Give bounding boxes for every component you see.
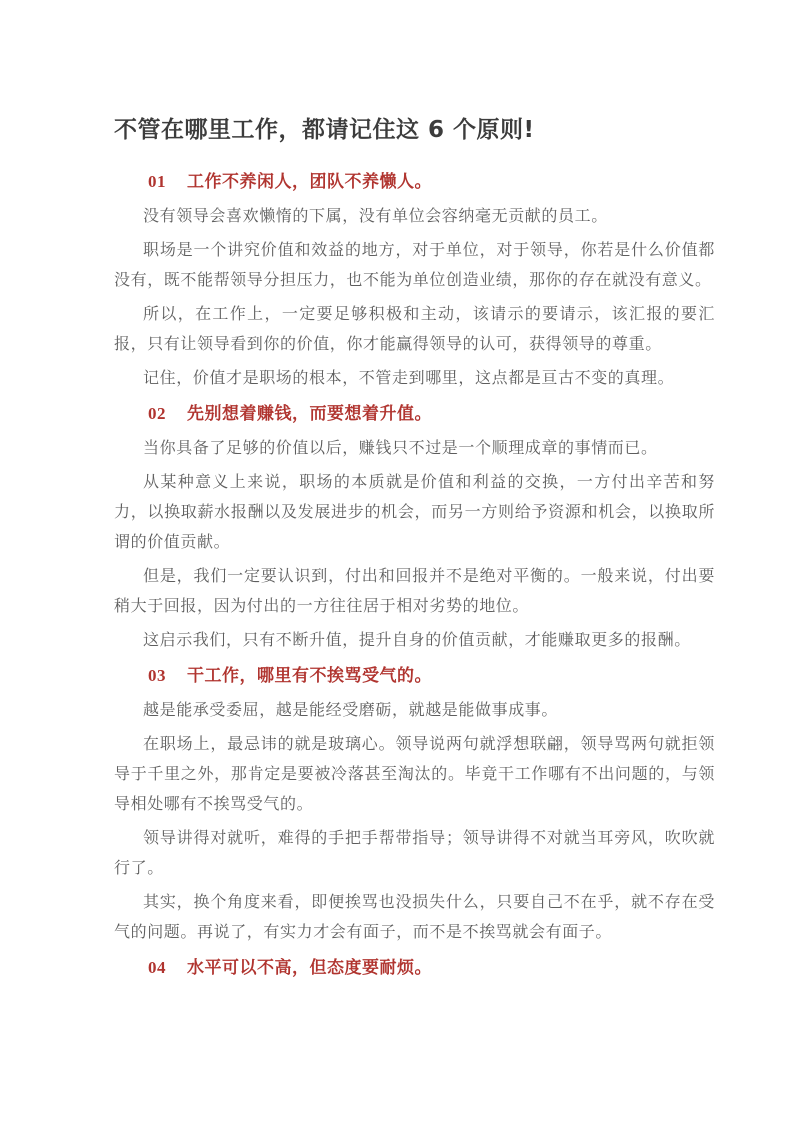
paragraph: 其实，换个角度来看，即便挨骂也没损失什么，只要自己不在乎，就不存在受气的问题。再说了，有实力才会有面子，而不是不挨骂就会有面子。 <box>114 894 715 941</box>
section-heading-01 <box>114 167 715 197</box>
section-heading-04 <box>114 953 715 983</box>
section-title: 先别想着赚钱，而要想着升值。 <box>187 404 432 423</box>
section-title: 工作不养闲人，团队不养懒人。 <box>187 172 432 191</box>
paragraph: 记住，价值才是职场的根本，不管走到哪里，这点都是亘古不变的真理。 <box>143 370 675 387</box>
paragraph: 职场是一个讲究价值和效益的地方，对于单位，对于领导，你若是什么价值都没有，既不能帮领导分担压力，也不能为单位创造业绩，那你的存在就没有意义。 <box>114 242 715 289</box>
paragraph: 但是，我们一定要认识到，付出和回报并不是绝对平衡的。一般来说，付出要稍大于回报，因为付出的一方往往居于相对劣势的地位。 <box>114 568 715 615</box>
section-number: 02 <box>148 404 166 423</box>
paragraph: 所以，在工作上，一定要足够积极和主动，该请示的要请示，该汇报的要汇报，只有让领导看到你的价值，你才能赢得领导的认可，获得领导的尊重。 <box>114 306 715 353</box>
section-title: 水平可以不高，但态度要耐烦。 <box>187 958 432 977</box>
paragraph: 当你具备了足够的价值以后，赚钱只不过是一个顺理成章的事情而已。 <box>143 440 658 457</box>
section-number: 04 <box>148 958 166 977</box>
paragraph: 这启示我们，只有不断升值，提升自身的价值贡献，才能赚取更多的报酬。 <box>143 632 691 649</box>
section-title: 干工作，哪里有不挨骂受气的。 <box>187 666 432 685</box>
paragraph: 越是能承受委屈，越是能经受磨砺，就越是能做事成事。 <box>143 702 559 719</box>
section-heading-03 <box>114 661 715 691</box>
paragraph: 领导讲得对就听，难得的手把手帮带指导；领导讲得不对就当耳旁风，吹吹就行了。 <box>114 830 715 877</box>
section-heading-02 <box>114 399 715 429</box>
document-title: 不管在哪里工作，都请记住这 6 个原则! <box>114 117 535 143</box>
section-number: 01 <box>148 172 166 191</box>
paragraph: 没有领导会喜欢懒惰的下属，没有单位会容纳毫无贡献的员工。 <box>143 208 608 225</box>
paragraph: 从某种意义上来说，职场的本质就是价值和利益的交换，一方付出辛苦和努力，以换取薪水报酬以及发展进步的机会，而另一方则给予资源和机会，以换取所谓的价值贡献。 <box>114 474 715 551</box>
section-number: 03 <box>148 666 166 685</box>
paragraph: 在职场上，最忌讳的就是玻璃心。领导说两句就浮想联翩，领导骂两句就拒领导于千里之外，那肯定是要被冷落甚至淘汰的。毕竟干工作哪有不出问题的，与领导相处哪有不挨骂受气的。 <box>114 736 715 813</box>
